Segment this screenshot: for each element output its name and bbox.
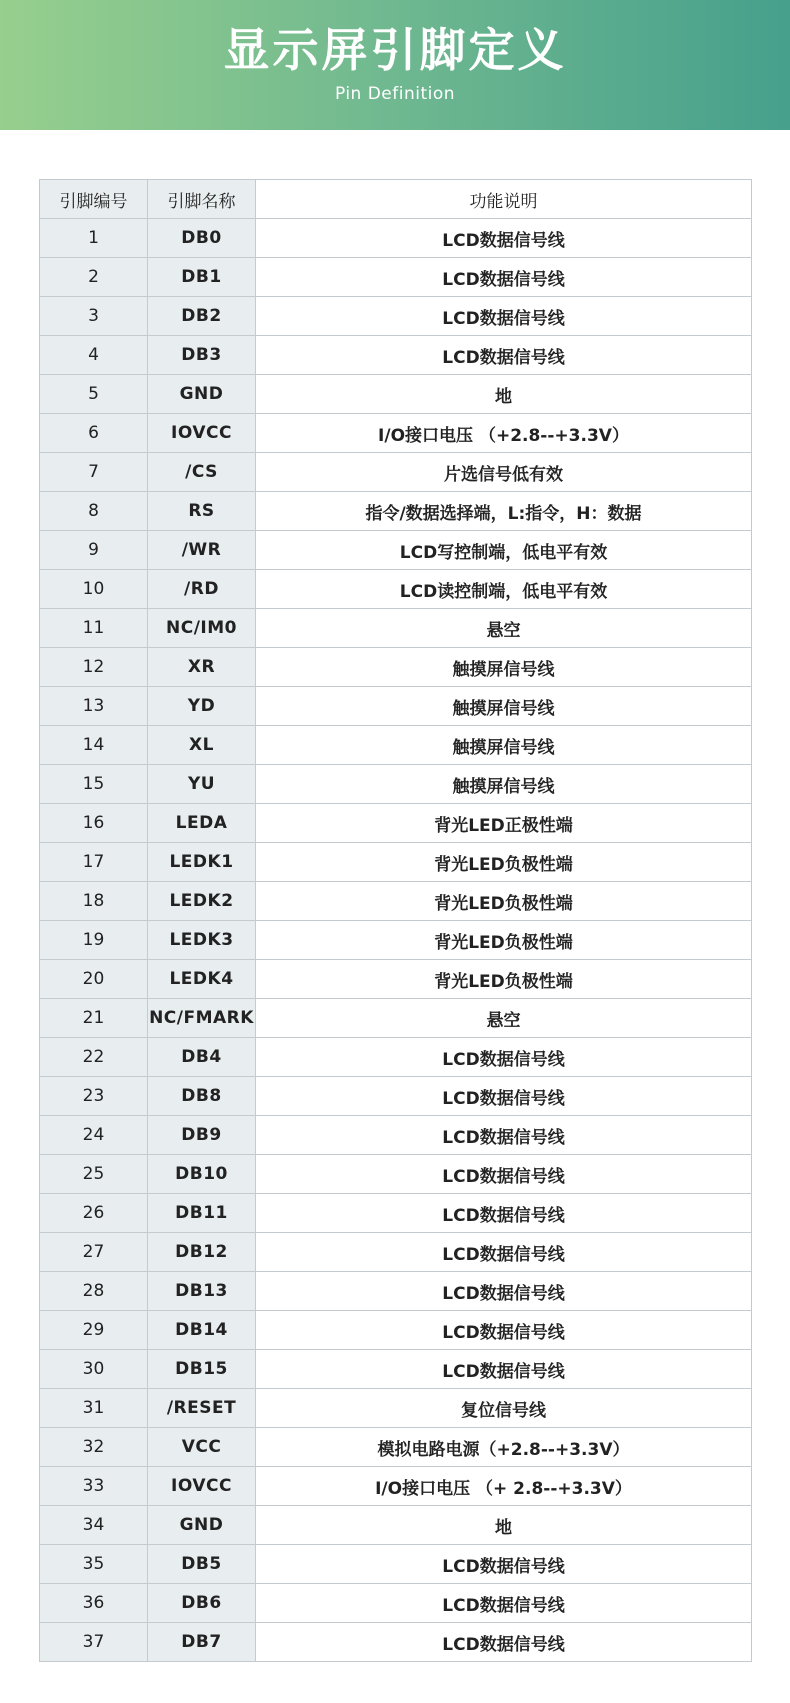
table-row <box>40 297 752 336</box>
pin-function-cell: LCD数据信号线 <box>256 1038 752 1077</box>
pin-function-cell: 片选信号低有效 <box>256 453 752 492</box>
pin-function-cell: 触摸屏信号线 <box>256 765 752 804</box>
pin-name-cell: DB3 <box>148 336 256 375</box>
pin-function-cell: LCD数据信号线 <box>256 1623 752 1662</box>
column-header-pin-name: 引脚名称 <box>148 180 256 219</box>
pin-function-cell: LCD数据信号线 <box>256 1155 752 1194</box>
table-row <box>40 531 752 570</box>
table-header-row <box>40 180 752 219</box>
pin-name-cell: XR <box>148 648 256 687</box>
pin-function-cell: 背光LED正极性端 <box>256 804 752 843</box>
pin-name-cell: DB12 <box>148 1233 256 1272</box>
table-row <box>40 1506 752 1545</box>
page-title: 显示屏引脚定义 <box>223 23 567 77</box>
pin-number-cell: 25 <box>40 1155 148 1194</box>
pin-number-cell: 3 <box>40 297 148 336</box>
pin-function-cell: LCD写控制端，低电平有效 <box>256 531 752 570</box>
table-row <box>40 1194 752 1233</box>
pin-function-cell: 触摸屏信号线 <box>256 648 752 687</box>
table-row <box>40 882 752 921</box>
pin-name-cell: DB8 <box>148 1077 256 1116</box>
table-row <box>40 375 752 414</box>
pin-name-cell: GND <box>148 375 256 414</box>
pin-function-cell: 悬空 <box>256 609 752 648</box>
pin-name-cell: /RESET <box>148 1389 256 1428</box>
header-banner <box>0 0 790 130</box>
pin-function-cell: LCD数据信号线 <box>256 1584 752 1623</box>
pin-function-cell: LCD数据信号线 <box>256 1350 752 1389</box>
table-row <box>40 570 752 609</box>
table-row <box>40 1545 752 1584</box>
pin-name-cell: RS <box>148 492 256 531</box>
pin-name-cell: DB0 <box>148 219 256 258</box>
table-row <box>40 726 752 765</box>
pin-name-cell: DB1 <box>148 258 256 297</box>
table-row <box>40 1077 752 1116</box>
pin-function-cell: 指令/数据选择端，L:指令，H：数据 <box>256 492 752 531</box>
pin-number-cell: 26 <box>40 1194 148 1233</box>
table-row <box>40 258 752 297</box>
pin-number-cell: 5 <box>40 375 148 414</box>
pin-function-cell: LCD数据信号线 <box>256 336 752 375</box>
table-row <box>40 1272 752 1311</box>
pin-function-cell: LCD数据信号线 <box>256 1545 752 1584</box>
pin-name-cell: DB7 <box>148 1623 256 1662</box>
pin-number-cell: 34 <box>40 1506 148 1545</box>
pin-function-cell: 地 <box>256 375 752 414</box>
table-row <box>40 921 752 960</box>
pin-number-cell: 12 <box>40 648 148 687</box>
pin-name-cell: DB10 <box>148 1155 256 1194</box>
pin-number-cell: 32 <box>40 1428 148 1467</box>
pin-name-cell: LEDK1 <box>148 843 256 882</box>
pin-name-cell: XL <box>148 726 256 765</box>
table-row <box>40 492 752 531</box>
pin-name-cell: DB5 <box>148 1545 256 1584</box>
pin-number-cell: 1 <box>40 219 148 258</box>
table-row <box>40 219 752 258</box>
pin-number-cell: 28 <box>40 1272 148 1311</box>
pin-number-cell: 13 <box>40 687 148 726</box>
pin-number-cell: 8 <box>40 492 148 531</box>
pin-number-cell: 6 <box>40 414 148 453</box>
pin-number-cell: 19 <box>40 921 148 960</box>
pin-number-cell: 29 <box>40 1311 148 1350</box>
pin-function-cell: LCD数据信号线 <box>256 297 752 336</box>
pin-name-cell: DB4 <box>148 1038 256 1077</box>
pin-number-cell: 27 <box>40 1233 148 1272</box>
pin-name-cell: IOVCC <box>148 1467 256 1506</box>
column-header-function: 功能说明 <box>256 180 752 219</box>
pin-name-cell: DB9 <box>148 1116 256 1155</box>
pin-function-cell: 模拟电路电源（+2.8--+3.3V） <box>256 1428 752 1467</box>
table-row <box>40 648 752 687</box>
pin-number-cell: 2 <box>40 258 148 297</box>
pin-number-cell: 37 <box>40 1623 148 1662</box>
table-row <box>40 1116 752 1155</box>
table-row <box>40 765 752 804</box>
table-row <box>40 1584 752 1623</box>
pin-name-cell: /RD <box>148 570 256 609</box>
pin-function-cell: LCD数据信号线 <box>256 1077 752 1116</box>
pin-function-cell: 背光LED负极性端 <box>256 843 752 882</box>
pin-number-cell: 21 <box>40 999 148 1038</box>
pin-name-cell: LEDA <box>148 804 256 843</box>
table-row <box>40 1311 752 1350</box>
pin-name-cell: NC/FMARK <box>148 999 256 1038</box>
pin-number-cell: 24 <box>40 1116 148 1155</box>
pin-name-cell: YD <box>148 687 256 726</box>
pin-function-cell: LCD数据信号线 <box>256 1272 752 1311</box>
table-row <box>40 453 752 492</box>
pin-number-cell: 11 <box>40 609 148 648</box>
pin-number-cell: 14 <box>40 726 148 765</box>
pin-function-cell: LCD数据信号线 <box>256 1194 752 1233</box>
table-row <box>40 804 752 843</box>
pin-number-cell: 18 <box>40 882 148 921</box>
pin-name-cell: DB13 <box>148 1272 256 1311</box>
pin-number-cell: 10 <box>40 570 148 609</box>
table-row <box>40 1233 752 1272</box>
table-row <box>40 1428 752 1467</box>
pin-function-cell: 背光LED负极性端 <box>256 921 752 960</box>
pin-function-cell: 触摸屏信号线 <box>256 726 752 765</box>
pin-name-cell: NC/IM0 <box>148 609 256 648</box>
pin-number-cell: 16 <box>40 804 148 843</box>
pin-name-cell: GND <box>148 1506 256 1545</box>
pin-name-cell: VCC <box>148 1428 256 1467</box>
column-header-pin-number: 引脚编号 <box>40 180 148 219</box>
pin-name-cell: /WR <box>148 531 256 570</box>
table-row <box>40 336 752 375</box>
pin-function-cell: 悬空 <box>256 999 752 1038</box>
pin-function-cell: I/O接口电压 （+ 2.8--+3.3V） <box>256 1467 752 1506</box>
pin-number-cell: 35 <box>40 1545 148 1584</box>
table-row <box>40 843 752 882</box>
table-row <box>40 1155 752 1194</box>
table-row <box>40 999 752 1038</box>
pin-function-cell: LCD数据信号线 <box>256 258 752 297</box>
page-subtitle: Pin Definition <box>334 84 456 104</box>
pin-name-cell: LEDK3 <box>148 921 256 960</box>
pin-function-cell: LCD数据信号线 <box>256 1311 752 1350</box>
table-row <box>40 1467 752 1506</box>
pin-name-cell: IOVCC <box>148 414 256 453</box>
pin-name-cell: DB11 <box>148 1194 256 1233</box>
table-row <box>40 960 752 999</box>
table-body <box>40 219 752 1662</box>
pin-number-cell: 7 <box>40 453 148 492</box>
pin-number-cell: 9 <box>40 531 148 570</box>
pin-function-cell: 地 <box>256 1506 752 1545</box>
table-row <box>40 1350 752 1389</box>
pin-function-cell: LCD数据信号线 <box>256 1233 752 1272</box>
pin-name-cell: /CS <box>148 453 256 492</box>
pin-name-cell: LEDK4 <box>148 960 256 999</box>
pin-function-cell: LCD数据信号线 <box>256 1116 752 1155</box>
table-row <box>40 1038 752 1077</box>
pin-function-cell: LCD读控制端，低电平有效 <box>256 570 752 609</box>
pin-function-cell: 背光LED负极性端 <box>256 960 752 999</box>
pin-number-cell: 17 <box>40 843 148 882</box>
pin-function-cell: 复位信号线 <box>256 1389 752 1428</box>
table-row <box>40 1389 752 1428</box>
pin-number-cell: 15 <box>40 765 148 804</box>
pin-function-cell: 背光LED负极性端 <box>256 882 752 921</box>
table-row <box>40 1623 752 1662</box>
pin-number-cell: 31 <box>40 1389 148 1428</box>
pin-name-cell: DB6 <box>148 1584 256 1623</box>
pin-number-cell: 23 <box>40 1077 148 1116</box>
pin-name-cell: DB2 <box>148 297 256 336</box>
pin-name-cell: YU <box>148 765 256 804</box>
table-row <box>40 687 752 726</box>
pin-number-cell: 30 <box>40 1350 148 1389</box>
table-row <box>40 414 752 453</box>
pin-number-cell: 22 <box>40 1038 148 1077</box>
pin-function-cell: 触摸屏信号线 <box>256 687 752 726</box>
pin-number-cell: 20 <box>40 960 148 999</box>
pin-function-cell: LCD数据信号线 <box>256 219 752 258</box>
pin-name-cell: DB14 <box>148 1311 256 1350</box>
pin-number-cell: 33 <box>40 1467 148 1506</box>
pin-function-cell: I/O接口电压 （+2.8--+3.3V） <box>256 414 752 453</box>
table-row <box>40 609 752 648</box>
pin-number-cell: 4 <box>40 336 148 375</box>
pin-name-cell: LEDK2 <box>148 882 256 921</box>
pin-name-cell: DB15 <box>148 1350 256 1389</box>
pin-definition-table <box>39 179 752 1662</box>
pin-number-cell: 36 <box>40 1584 148 1623</box>
